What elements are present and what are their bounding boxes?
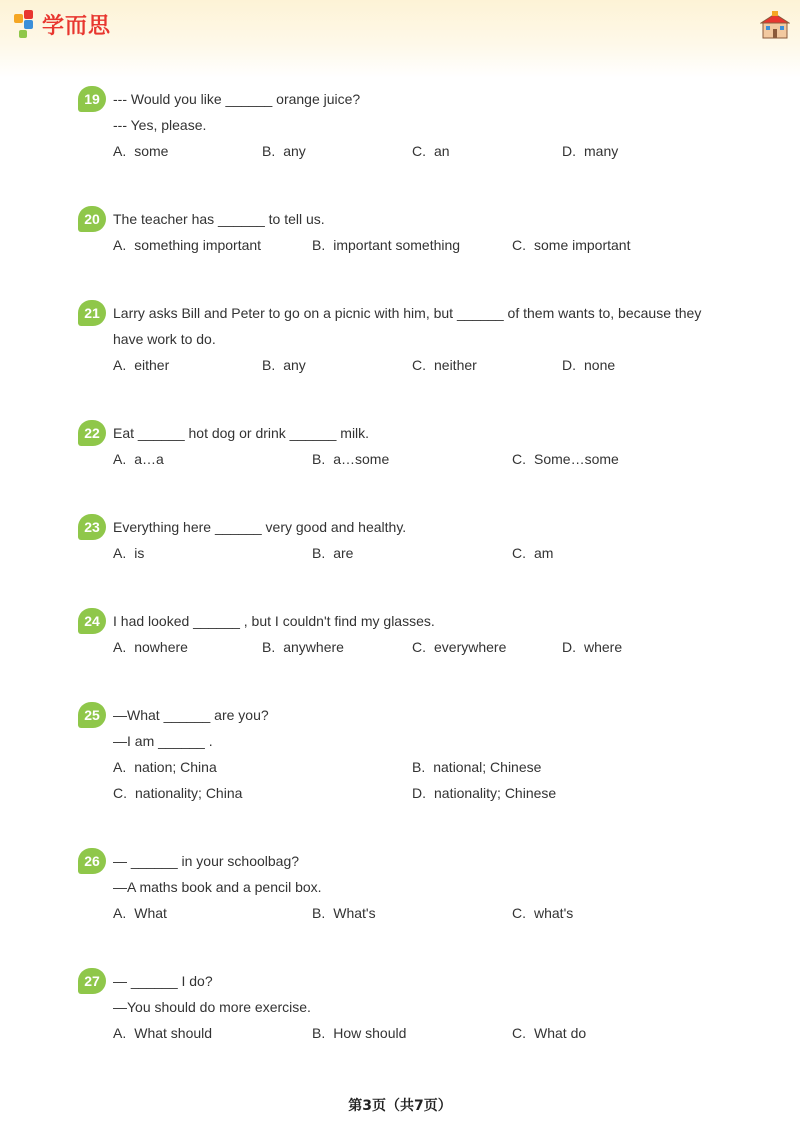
question-number-badge: 22: [78, 420, 106, 446]
option-b[interactable]: B. any: [262, 357, 306, 373]
xueersi-logo-icon: [14, 10, 38, 38]
question-text: Everything here ______ very good and healthy.: [113, 519, 407, 535]
option-a[interactable]: A. What: [113, 905, 167, 921]
option-a[interactable]: A. What should: [113, 1025, 213, 1041]
question-number-badge: 19: [78, 86, 106, 112]
option-c[interactable]: C. neither: [412, 357, 477, 373]
question-text: —A maths book and a pencil box.: [113, 879, 322, 895]
option-c[interactable]: C. Some…some: [512, 451, 619, 467]
option-c[interactable]: C. what's: [512, 905, 574, 921]
option-b[interactable]: B. What's: [312, 905, 376, 921]
question-number-badge: 25: [78, 702, 106, 728]
option-a[interactable]: A. is: [113, 545, 145, 561]
question-text: —I am ______ .: [113, 733, 213, 749]
question-number-badge: 26: [78, 848, 106, 874]
option-a[interactable]: A. something important: [113, 237, 262, 253]
question-text: Larry asks Bill and Peter to go on a picnic with him, but ______ of them wants to, because they: [113, 305, 702, 321]
question-number-badge: 21: [78, 300, 106, 326]
option-a[interactable]: A. nowhere: [113, 639, 188, 655]
question-text: — ______ in your schoolbag?: [113, 853, 300, 869]
option-c[interactable]: C. some important: [512, 237, 631, 253]
option-b[interactable]: B. a…some: [312, 451, 390, 467]
option-a[interactable]: A. a…a: [113, 451, 164, 467]
option-c[interactable]: C. an: [412, 143, 450, 159]
page-number: 第3页（共7页）: [348, 1098, 452, 1114]
option-d[interactable]: D. where: [562, 639, 623, 655]
option-c[interactable]: C. nationality; China: [113, 785, 243, 801]
question-text: — ______ I do?: [113, 973, 213, 989]
option-b[interactable]: B. How should: [312, 1025, 407, 1041]
option-d[interactable]: D. nationality; Chinese: [412, 785, 557, 801]
question-number-badge: 24: [78, 608, 106, 634]
option-b[interactable]: B. anywhere: [262, 639, 344, 655]
brand-logo: [14, 8, 111, 40]
option-d[interactable]: D. many: [562, 143, 619, 159]
option-b[interactable]: B. any: [262, 143, 306, 159]
option-a[interactable]: A. some: [113, 143, 169, 159]
question-text: —What ______ are you?: [113, 707, 269, 723]
question-text: I had looked ______ , but I couldn't find my glasses.: [113, 613, 435, 629]
option-b[interactable]: B. are: [312, 545, 354, 561]
question-number-badge: 20: [78, 206, 106, 232]
option-d[interactable]: D. none: [562, 357, 616, 373]
option-a[interactable]: A. either: [113, 357, 170, 373]
question-text: --- Would you like ______ orange juice?: [113, 91, 361, 107]
option-c[interactable]: C. am: [512, 545, 554, 561]
option-b[interactable]: B. national; Chinese: [412, 759, 542, 775]
question-text: have work to do.: [113, 331, 216, 347]
school-building-icon: [760, 10, 790, 40]
option-b[interactable]: B. important something: [312, 237, 461, 253]
question-number-badge: 23: [78, 514, 106, 540]
option-c[interactable]: C. everywhere: [412, 639, 507, 655]
question-text: Eat ______ hot dog or drink ______ milk.: [113, 425, 370, 441]
page-header: [0, 0, 800, 78]
question-text: --- Yes, please.: [113, 117, 207, 133]
option-c[interactable]: C. What do: [512, 1025, 587, 1041]
question-number-badge: 27: [78, 968, 106, 994]
question-text: The teacher has ______ to tell us.: [113, 211, 325, 227]
option-a[interactable]: A. nation; China: [113, 759, 217, 775]
question-text: —You should do more exercise.: [113, 999, 311, 1015]
brand-name: 学而思: [42, 13, 112, 39]
